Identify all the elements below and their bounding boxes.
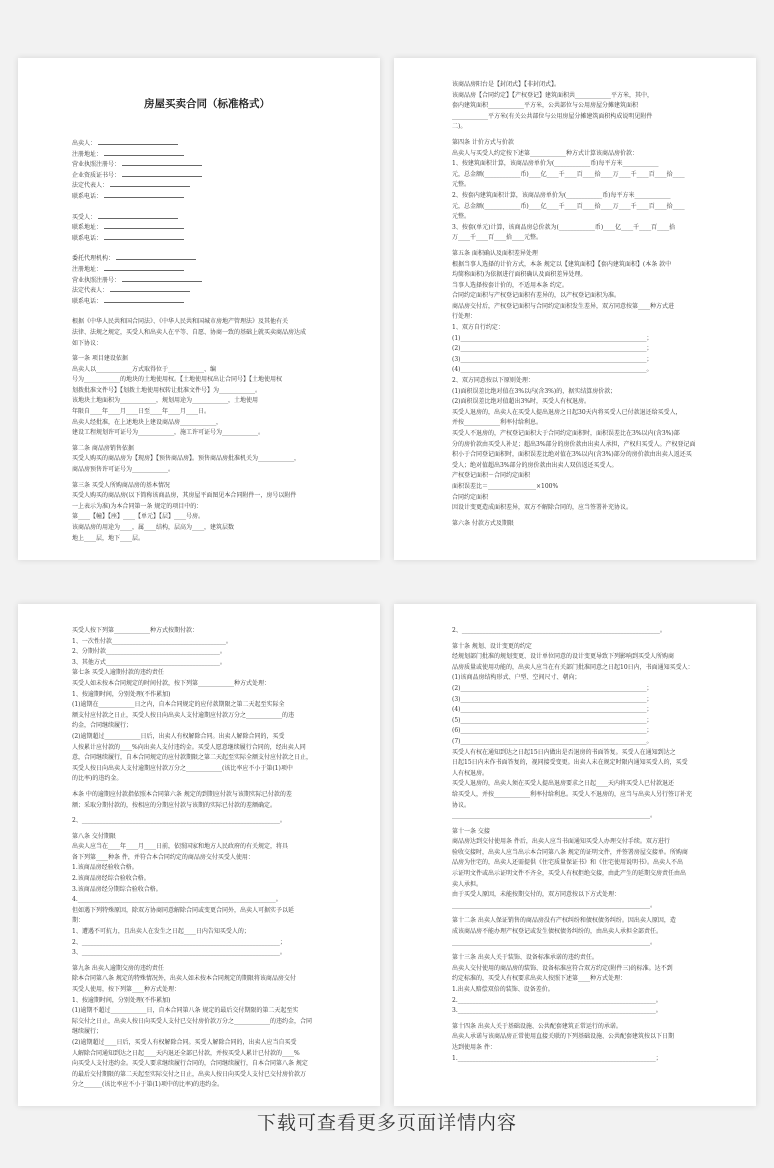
contract-line: 额支付应付款之日止，买受人按日向出卖人支付逾期应付款万分之____________的违 [72,711,295,719]
contract-line: 买受人退房的，出卖人须在买受人提出退房要求之日起____天内将买受人已付款退还 [452,780,675,788]
contract-line: 意，合同继续履行，自本合同规定的应付款期限之第二天起至实际全额支付应付款之日止， [72,754,313,762]
contract-line: 第十三条 出卖人关于装饰、设备标准承诺的违约责任。 [452,954,598,962]
contract-line: 第四条 计价方式与价款 [452,138,514,146]
contract-line: 买受人退房的，出卖人在买受人提出退房之日起30天内将买受人已付款退还给买受人， [452,408,682,416]
contract-line: 买受人按下列第____________种方式按期付款： [72,627,199,634]
contract-line: (1)逾期不超过____________日，自本合同第八条 规定的最后交付期限的第二天起至实 [72,1007,299,1015]
contract-line: 3.该商品房经分期综合验收合格。 [72,885,162,893]
contract-line: 备下列第____种条 件，并符合本合同约定的商品房交付买受人使用： [72,853,254,861]
contract-line: 品房质量或使用功能的，出卖人应当在有关部门批准同意之日起10日内，书面通知买受人： [452,663,694,671]
contract-line: 际交付之日止，出卖人按日向买受人支付已交付房价款万分之____________的违约金，合同 [72,1017,313,1025]
contract-line: (1)逾期在____________日之内，自本合同规定的应付款期限之第二天起至实际全 [72,701,285,709]
contract-line: 合同约定面积 [452,493,489,501]
contract-line: 因设计变更造成面积差异，双方不解除合同的，应当签署补充协议。 [452,504,633,512]
contract-line: 面积误差比＝________________×100% [452,482,559,490]
contract-line: 2、双方同意按以下原则处理： [452,377,534,385]
contract-line: 验收交接时，出卖人应当出示本合同第八条 规定的证明文件，并签署房屋交接单。所购商 [452,848,688,856]
contract-line: 法律、法规之规定，买受人和出卖人在平等、自愿、协商一致的基础上就买卖商品房达成 [72,328,307,336]
buyer-info-block [72,213,342,245]
contract-line: 该商品房阳台是【封闭式】【非封闭式】。 [452,81,561,88]
contract-line: 买受人如未按本合同规定的时间付款，按下列第____________种方式处理： [72,679,271,687]
contract-line: 3、__________________________________________________________________。 [72,949,286,957]
contract-line: __________________________________________________________________。 [452,938,657,946]
contract-line: 1、遭遇不可抗力，且出卖人在发生之日起____日内告知买受人的； [72,928,250,936]
buyer-field: 联系地址： [72,223,342,234]
contract-line: 额；采取分期付款的，按相应的分期应付款与该期的实际已付款的差额确定。 [72,801,277,809]
contract-line: 受人；绝对值超出3%部分的房价款由出卖人双倍返还买受人。 [452,461,618,469]
contract-line: 2、__________________________________________________________________。 [452,627,666,634]
agent-field: 法定代表人： [72,286,342,297]
contract-line: 卖人承担。 [452,880,483,888]
contract-line: 该地块土地面积为____________，规划用途为____________，土地使用 [72,397,259,405]
seller-field: 注册地址： [72,150,342,161]
contract-line: 的比率)的违约金。 [72,775,123,783]
contract-line: (5)______________________________________________________________； [452,716,653,724]
contract-line: 第六条 付款方式及期限 [452,519,514,527]
buyer-field: 买受人： [72,213,342,224]
contract-line: (4)______________________________________________________________。 [452,366,653,374]
contract-page-3 [18,604,380,1106]
contract-line: 建设工程规划许可证号为____________，施工许可证号为____________。 [72,429,265,437]
contract-line: 经规划部门批准的规划变更、设计单位同意的设计变更导致下列影响到买受人所购商 [452,653,675,661]
contract-line: 除本合同第八条 规定的特殊情况外，出卖人如未按本合同规定的期限将该商品房交付 [72,975,296,983]
contract-line: (2)面积误差比绝对值超出3%时，买受人有权退房。 [452,398,591,406]
contract-line: 的最后交付期限的第二天起至实际交付之日止，出卖人按日向买受人支付已交付房价款万 [72,1070,307,1078]
contract-line: 元整。 [452,213,471,221]
contract-body-page-3 [72,626,338,1091]
contract-line: 由于买受人原因，未能按期交付的，双方同意按以下方式处理： [452,891,621,899]
agent-field: 联系电话： [72,297,342,308]
contract-line: 产权登记面积－合同约定面积 [452,472,531,480]
contract-line: 人有权退房。 [452,769,489,777]
contract-line: 买受人购买的商品房(以下简称该商品房，其房屋平面图见本合同附件一，房号以附件 [72,492,297,500]
contract-line: 当事人选择按套计价的，不适用本条 约定。 [452,281,568,289]
contract-line: 2、__________________________________________________________________； [72,938,286,946]
contract-line: 买受人使用，按下列第____种方式处理： [72,986,181,993]
contract-line: 继续履行； [72,1028,103,1036]
contract-line: 第二条 商品房销售依据 [72,444,134,452]
contract-line: 第九条 出卖人逾期交房的违约责任 [72,964,164,972]
contract-line: 二)。 [452,123,467,131]
contract-line: 地上____层，地下____层。 [72,534,145,542]
contract-line: ____________平方米(有关公共部位与公用房屋分摊建筑面积构成说明见附件 [452,112,653,120]
contract-title: 房屋买卖合同（标准格式） [144,98,270,110]
contract-line: 人解除合同通知到达之日起____天内退还全部已付款，并按买受人累计已付款的____% [72,1049,300,1057]
contract-line: 1、双方自行约定： [452,324,504,332]
contract-line: 第十条 规划、设计变更的约定 [452,642,532,650]
contract-line: 1.__________________________________________________________________； [452,1054,662,1062]
contract-line: 2、按套内建筑面积计算，该商品房单价为(____________币)每平方米____________ [452,191,671,199]
download-more-hint[interactable]: 下载可查看更多页面详情内容 [256,1112,517,1134]
contract-line: 年限自____年____月____日至____年____月____日。 [72,408,211,416]
contract-line: (1)______________________________________________________________； [452,334,653,342]
agent-info-block [72,254,342,307]
contract-line: 日起15日内未作书面答复的，视同接受变更。出卖人未在规定时限内通知买受人的，买受 [452,759,688,767]
contract-line: 1、按逾期时间，分别处理(不作累加) [72,996,171,1004]
contract-line: 商品房达到交付使用条 件后，出卖人应当书面通知买受人办理交付手续。双方进行 [452,838,670,846]
contract-line: 出卖人与买受人约定按下述第____________种方式计算该商品房价款： [452,149,639,157]
contract-line: 万____千____百____拾____元整。 [452,234,543,242]
contract-line: (3)______________________________________________________________； [452,695,653,703]
contract-line: 划拨批准文件号】【划拨土地使用权转让批准文件号】为____________。 [72,386,262,394]
contract-line: 约定标准的，买受人有权要求出卖人按照下述第____种方式处理： [452,975,627,983]
contract-line: 约金，合同继续履行； [72,722,133,730]
contract-line: 人按累计应付款的____%向出卖人支付违约金。买受人愿意继续履行合同的，经出卖人同 [72,743,306,751]
contract-line: 3.__________________________________________________________________。 [452,1007,662,1015]
contract-line: 第七条 买受人逾期付款的违约责任 [72,669,164,677]
contract-line: 买受人按日向出卖人支付逾期应付款万分之____________(该比率应不小于第(1)项中 [72,764,293,772]
contract-line: 出卖人承诺与该商品房正常使用直接关联的下列基础设施、公共配套建筑按以下日期 [452,1033,675,1041]
agent-field: 注册地址： [72,265,342,276]
contract-line: 达到使用条 件： [452,1043,496,1051]
contract-body-page-4 [452,626,714,1064]
contract-line: 商品房交付后，产权登记面积与合同约定面积发生差异，双方同意按第____种方式进 [452,302,675,310]
contract-line: 元整。 [452,181,471,189]
contract-line: (1)面积误差比绝对值在3%以内(含3%)的，据实结算房价款； [452,387,617,395]
contract-line: 品房为住宅的，出卖人还需提供《住宅质量保证书》和《住宅使用说明书》。出卖人不出 [452,859,684,867]
contract-page-4 [394,604,756,1106]
contract-line: 买受人购买的商品房为【现房】【预售商品房】。预售商品房批准机关为____________， [72,455,301,463]
seller-field: 出卖人： [72,139,342,150]
contract-line: 出卖人交付使用的商品房的装饰、设备标准应符合双方约定(附件三)的标准。达不到 [452,964,673,972]
contract-line: 3、按套(单元)计算，该商品房总价款为(____________币)____亿____千____百____拾 [452,223,676,231]
contract-line: (2)______________________________________________________________； [452,345,653,353]
seller-info-block [72,139,342,203]
contract-line: 第____【幢】【座】____【单元】【层】____号房。 [72,513,205,521]
contract-line: 协议。 [452,801,471,809]
contract-line: (7)______________________________________________________________。 [452,737,653,745]
contract-line: 但如遇下列特殊原因，除双方协商同意解除合同或变更合同外，出卖人可据实予以延 [72,906,295,914]
contract-line: 2.__________________________________________________________________。 [452,996,662,1004]
contract-line: 3、其他方式______________________________________。 [72,658,226,666]
contract-line: (2)逾期超过____日后，买受人有权解除合同。买受人解除合同的，出卖人应当自买受 [72,1038,297,1046]
contract-line: 分之______(该比率应不小于第(1)项中的比率)的违约金。 [72,1081,224,1089]
contract-line: 该商品房【合同约定】【产权登记】建筑面积共____________平方米，其中， [452,91,654,99]
contract-line: 出卖人应当在____年____月____日前，依照国家和地方人民政府的有关规定，将具 [72,843,289,851]
contract-line: 1、一次性付款______________________________________。 [72,637,232,645]
contract-line: 1.该商品房经验收合格。 [72,864,138,872]
contract-line: (4)______________________________________________________________； [452,706,653,714]
contract-line: 1、按逾期时间，分别处理(不作累加) [72,690,171,698]
contract-line: 该商品房的用途为____，属____结构，层高为____，建筑层数 [72,524,235,531]
contract-line: 号为____________的地块的土地使用权。【土地使用权出让合同号】【土地使用权 [72,376,283,384]
seller-field: 法定代表人： [72,181,342,192]
contract-line: 第五条 面积确认及面积差异处理 [452,249,538,257]
seller-field: 联系电话： [72,192,342,203]
contract-line: (6)______________________________________________________________； [452,727,653,735]
contract-line: 2.该商品房经综合验收合格。 [72,875,150,883]
contract-line: 第十二条 出卖人保证销售的商品房没有产权纠纷和债权债务纠纷。因出卖人原因，造 [452,917,676,925]
contract-line: 第十四条 出卖人关于基础设施、公共配套建筑正常运行的承诺。 [452,1022,622,1030]
contract-line: 并按____________利率付给利息。 [452,419,543,427]
contract-line: 2、分期付款______________________________________。 [72,648,226,656]
contract-line: 均简称面积)为依据进行面积确认及面积差异处理。 [452,271,587,279]
seller-field: 营业执照注册号： [72,160,342,171]
contract-line: 2、__________________________________________________________________。 [72,817,286,825]
contract-line: 商品房预售许可证号为____________。 [72,466,175,474]
contract-line: 买受人有权在通知到达之日起15日内做出是否退房的书面答复。买受人在通知到达之 [452,748,676,756]
contract-line: 本条 中的逾期应付款指依照本合同第六条 规定的到期应付款与该期实际已付款的差 [72,790,292,798]
contract-line: 成该商品房不能办理产权登记或发生债权债务纠纷的，由出卖人承担全部责任。 [452,928,663,936]
contract-line: 给买受人，并按____________利率付给利息。买受人不退房的，应当与出卖人另行签订补充 [452,790,693,798]
contract-page-1 [18,58,380,560]
contract-line: 出卖人经批准，在上述地块上建设商品房____________， [72,418,223,426]
contract-line: 第一条 项目建设依据 [72,355,128,363]
contract-line: 元，总金额(____________币)____亿____千____百____拾____万____千____百____拾____ [452,170,685,178]
seller-field: 企业资质证书号： [72,171,342,182]
contract-line: 第三条 买受人所购商品房的基本情况 [72,481,170,489]
contract-line: __________________________________________________________________。 [452,901,657,909]
contract-line: 根据当事人选择的计价方式，本条 规定以【建筑面积】【套内建筑面积】(本条 款中 [452,260,672,268]
contract-body-page-1 [72,317,342,544]
contract-line: 套内建筑面积____________平方米，公共部位与公用房屋分摊建筑面积 [452,102,639,110]
contract-line: (1)该商品房结构形式、户型、空间尺寸、朝向； [452,674,581,682]
contract-line: 期： [72,917,85,925]
contract-line: 第十一条 交接 [452,827,490,835]
contract-line: 根据《中华人民共和国合同法》、《中华人民共和国城市房地产管理法》及其他有关 [72,318,289,326]
agent-field: 委托代理机构： [72,254,342,265]
buyer-field: 联系电话： [72,234,342,245]
contract-line: 如下协议： [72,339,103,347]
contract-line: 第八条 交付期限 [72,832,116,840]
contract-line: 出卖人以____________方式取得位于____________、编 [72,365,217,373]
contract-line: __________________________________________________________________。 [452,812,657,820]
contract-line: (2)______________________________________________________________； [452,684,653,692]
contract-line: 向买受人支付违约金。买受人要求继续履行合同的，合同继续履行，自本合同第八条 规定 [72,1060,308,1068]
contract-line: 1.出卖人赔偿双倍的装饰、设备差价。 [452,986,554,993]
agent-field: 营业执照注册号： [72,276,342,287]
contract-line: 合同约定面积与产权登记面积有差异的，以产权登记面积为准。 [452,292,621,300]
contract-line: 一上表示为准)为本合同第一条 规定的项目中的： [72,502,203,510]
contract-page-2 [394,58,756,560]
contract-line: 1、按建筑面积计算，该商品房单价为(____________币)每平方米____________ [452,160,659,168]
contract-line: 行处理： [452,313,477,321]
contract-line: 4.__________________________________________________________________。 [72,896,282,904]
contract-line: 示证明文件或出示证明文件不齐全，买受人有权拒绝交接，由此产生的延期交房责任由出 [452,870,687,878]
contract-line: 积小于合同登记面积时，面积误差比绝对值在3%以内(含3%)部分的房价款由出卖人返还买 [452,451,692,459]
contract-body-page-2 [452,80,714,529]
contract-line: 买受人不退房的，产权登记面积大于合同约定面积时，面积误差比在3%以内(含3%)部 [452,430,680,437]
contract-line: (2)逾期超过____________日后，出卖人有权解除合同。出卖人解除合同的，买受 [72,732,285,740]
contract-line: 元，总金额(____________币)____亿____千____百____拾____万____千____百____拾____ [452,202,685,210]
contract-line: (3)______________________________________________________________； [452,355,653,363]
contract-line: 分的房价款由买受人补足；超出3%部分的房价款由出卖人承担，产权归买受人。产权登记面 [452,440,696,448]
